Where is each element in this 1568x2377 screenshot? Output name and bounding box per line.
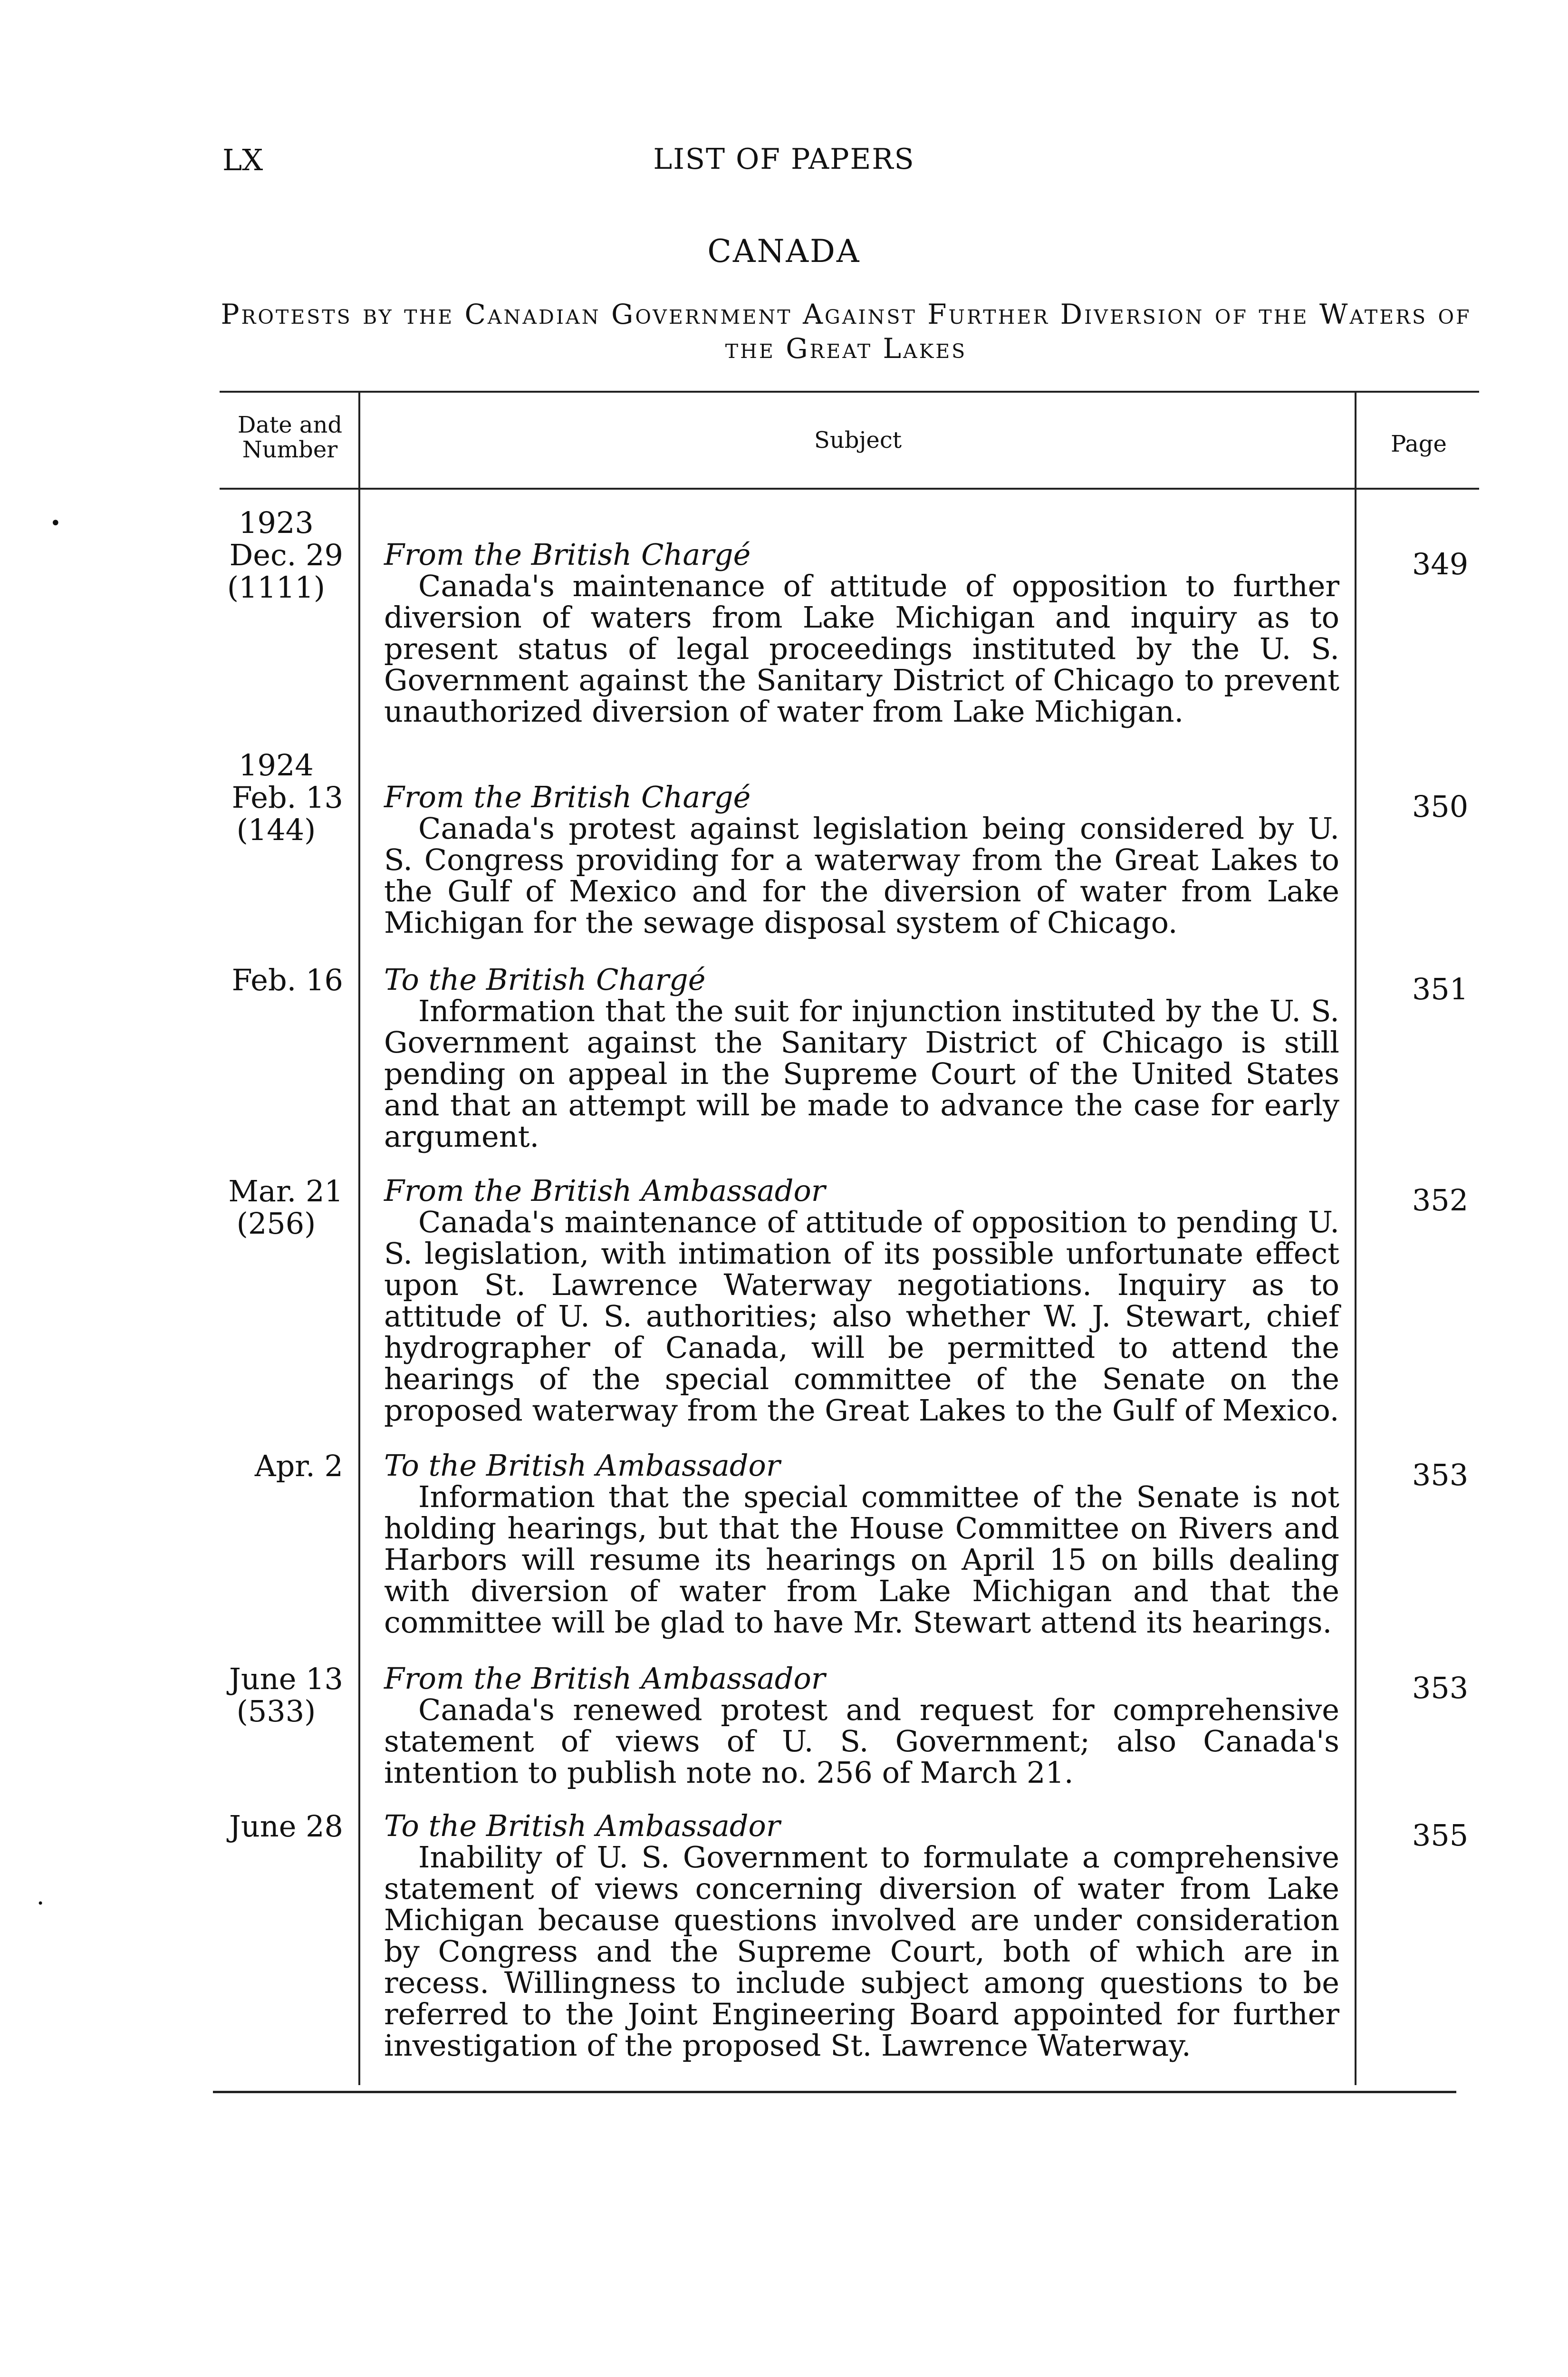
- entry-sender: To the British Chargé: [384, 962, 706, 997]
- entry-subject: [384, 1450, 1339, 1638]
- entry-day: Mar. 21: [228, 1174, 343, 1208]
- stray-mark-dot: •: [37, 1897, 44, 1910]
- entry-page: 350: [1412, 789, 1469, 824]
- entry-date: [209, 507, 343, 604]
- entry-subject: [384, 1810, 1339, 2061]
- entry-sender: To the British Ambassador: [384, 1448, 780, 1483]
- entry-summary: Canada's maintenance of attitude of opposition to pending U. S. legislation, with intimation of its possible unfortunate effect upon St. Lawrence Waterway negotiations. Inquiry as to attitude of U. S. authorities; also whether W. J. Stewart, chief hydrographer of Canada, will be permitted to attend the hearings of the special committee of the Senate on the proposed waterway from the Great Lakes to the Gulf of Mexico.: [384, 1205, 1339, 1428]
- entry-summary: Information that the suit for injunction instituted by the U. S. Government against the Sanitary District of Chicago is still pending on appeal in the Supreme Court of the United States and that an attempt will be made to advance the case for early argument.: [384, 994, 1339, 1154]
- entry-number: (1111): [227, 570, 326, 605]
- entry-summary: Canada's protest against legislation being considered by U. S. Congress providing for a waterway from the Great Lakes to the Gulf of Mexico and for the diversion of water from Lake Michigan for the sewage disposal system of Chicago.: [384, 811, 1339, 940]
- entry-sender: From the British Chargé: [384, 537, 751, 572]
- entry-page: 355: [1412, 1818, 1469, 1853]
- entry-number: (533): [236, 1694, 316, 1729]
- entry-sender: From the British Chargé: [384, 780, 751, 814]
- column-header-date: Date and Number: [237, 412, 343, 463]
- entry-date: [209, 964, 343, 996]
- date-column-divider: [358, 393, 360, 2085]
- entry-number: (256): [236, 1206, 316, 1241]
- table-header-rule: [220, 488, 1479, 490]
- table-top-rule: [220, 391, 1479, 393]
- entry-summary: Information that the special committee of the Senate is not holding hearings, but that the House Committee on Rivers and Harbors will resume its hearings on April 15 on bills dealing with diversion of water from Lake Michigan and that the committee will be glad to have Mr. Stewart attend its hearings.: [384, 1479, 1339, 1640]
- entry-page: 349: [1412, 547, 1469, 581]
- entry-year: 1923: [239, 505, 314, 540]
- running-title: LIST OF PAPERS: [653, 143, 915, 176]
- entry-year: 1924: [239, 748, 314, 783]
- entry-date: [209, 1810, 343, 1843]
- entry-day: Feb. 13: [231, 780, 343, 815]
- country-heading: CANADA: [707, 233, 861, 270]
- entry-sender: From the British Ambassador: [384, 1173, 826, 1208]
- entry-page: 351: [1412, 972, 1469, 1006]
- entry-summary: Canada's maintenance of attitude of opposition to further diversion of waters from Lake Michigan and inquiry as to present status of legal proceedings instituted by the U. S. Government against the Sanitary District of Chicago to prevent unauthorized diversion of water from Lake Michigan.: [384, 569, 1339, 729]
- table-bottom-rule: [213, 2091, 1456, 2093]
- entry-summary: Inability of U. S. Government to formulate a comprehensive statement of views concerning diversion of water from Lake Michigan because questions involved are under consideration by Congress and the Supreme Court, both of which are in recess. Willingness to include subject among questions to be referred to the Joint Engineering Board appointed for further investigation of the proposed St. Lawrence Waterway.: [384, 1840, 1339, 2063]
- entry-subject: [384, 1175, 1339, 1426]
- entry-sender: To the British Ambassador: [384, 1808, 780, 1843]
- entry-date: [209, 1175, 343, 1240]
- entry-date: [209, 1663, 343, 1728]
- stray-mark-dot: •: [50, 512, 61, 534]
- entry-page: 353: [1412, 1671, 1469, 1705]
- entry-summary: Canada's renewed protest and request for comprehensive statement of views of U. S. Government; also Canada's intention to publish note no. 256 of March 21.: [384, 1692, 1339, 1790]
- column-header-page: Page: [1391, 431, 1447, 457]
- entry-day: Apr. 2: [254, 1449, 343, 1483]
- entry-date: [209, 749, 343, 846]
- entry-page: 352: [1412, 1183, 1469, 1217]
- page-number: LX: [222, 143, 263, 177]
- section-title: Protests by the Canadian Government Against Further Diversion of the Waters of the Great Lakes: [221, 298, 1472, 365]
- entry-day: June 28: [229, 1809, 343, 1844]
- entry-day: Dec. 29: [229, 538, 343, 572]
- entry-date: [209, 1450, 343, 1482]
- entry-subject: [384, 1663, 1339, 1788]
- entry-subject: [384, 782, 1339, 938]
- entry-subject: [384, 539, 1339, 727]
- entry-subject: [384, 964, 1339, 1152]
- entry-number: (144): [236, 812, 316, 847]
- entry-day: Feb. 16: [231, 963, 343, 997]
- column-header-subject: Subject: [814, 427, 902, 454]
- page-column-divider: [1355, 393, 1356, 2085]
- entry-page: 353: [1412, 1458, 1469, 1492]
- entry-sender: From the British Ambassador: [384, 1661, 826, 1696]
- entry-day: June 13: [229, 1662, 343, 1696]
